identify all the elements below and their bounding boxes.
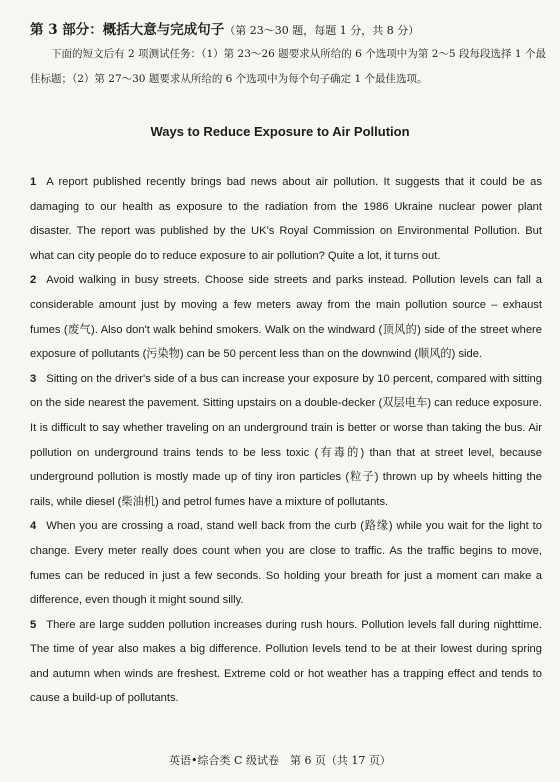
passage-title: Ways to Reduce Exposure to Air Pollution <box>150 124 410 139</box>
paragraph-text: There are large sudden pollution increases during rush hours. Pollution levels fall during nighttime. The time of year also makes a big difference. Pollution levels tend to be at their lowest during spring and autumn when winds are freshest. Extreme cold or hot weather has a trapping effect and tends to cause a build-up of pollutants. <box>30 618 542 705</box>
paragraph-number: 5 <box>30 618 37 631</box>
paragraph-2 <box>30 268 542 366</box>
paragraph-4 <box>30 514 542 612</box>
section-title: 第 3 部分：概括大意与完成句子 <box>30 22 225 38</box>
paragraph-number: 2 <box>30 274 37 287</box>
paragraph-text: Sitting on the driver's side of a bus can increase your exposure by 10 percent, compared with sitting on the side nearest the pavement. Sitting upstairs on a double-decker (双层电车) can reduce exposure. It is difficult to say whether traveling on an underground train is better or worse than taking the bus. Air pollution on underground trains tends to be less toxic (有毒的) than that at street level, because underground pollution is mostly made up of tiny iron particles (粒子) thrown up by wheels hitting the rails, while diesel (柴油机) and petrol fumes have a mixture of pollutants. <box>30 372 542 508</box>
passage-body <box>30 170 542 711</box>
section-instructions: 下面的短文后有 2 项测试任务：（1）第 23～26 题要求从所给的 6 个选项中为第 2～5 段每段选择 1 个最佳标题；（2）第 27～30 题要求从所给的 6 个选项中为每个句子确定 1 个最佳选项。 <box>30 48 546 85</box>
section-heading <box>30 18 550 38</box>
paragraph-number: 3 <box>30 372 37 385</box>
page-footer: 英语•综合类 C 级试卷 第 6 页（共 17 页） <box>169 754 391 767</box>
paragraph-number: 1 <box>30 176 37 188</box>
paragraph-3 <box>30 367 542 515</box>
section-scoring-note: （第 23～30 题，每题 1 分，共 8 分） <box>224 24 420 37</box>
paragraph-1 <box>30 170 542 268</box>
paragraph-text: When you are crossing a road, stand well back from the curb (路缘) while you wait for the light to change. Every meter really does count when you are close to traffic. As the traffic begins to move, fumes can be reduced in just a few seconds. So holding your breath for just a moment can make a difference, even though it might sound silly. <box>30 520 542 607</box>
paragraph-number: 4 <box>30 520 37 533</box>
paragraph-5 <box>30 613 542 711</box>
paragraph-text: A report published recently brings bad news about air pollution. It suggests that it could be as damaging to our health as exposure to the radiation from the 1986 Ukraine nuclear power plant disaster. The report was published by the UK's Royal Commission on Environmental Pollution. But what can city people do to reduce exposure to air pollution? Quite a lot, it turns out. <box>30 176 542 262</box>
paragraph-text: Avoid walking in busy streets. Choose side streets and parks instead. Pollution levels can fall a considerable amount just by moving a few meters away from the main pollution source – exhaust fumes (废气). Also don't walk behind smokers. Walk on the windward (顶风的) side of the street where exposure of pollutants (污染物) can be 50 percent less than on the downwind (顺风的) side. <box>30 274 542 361</box>
